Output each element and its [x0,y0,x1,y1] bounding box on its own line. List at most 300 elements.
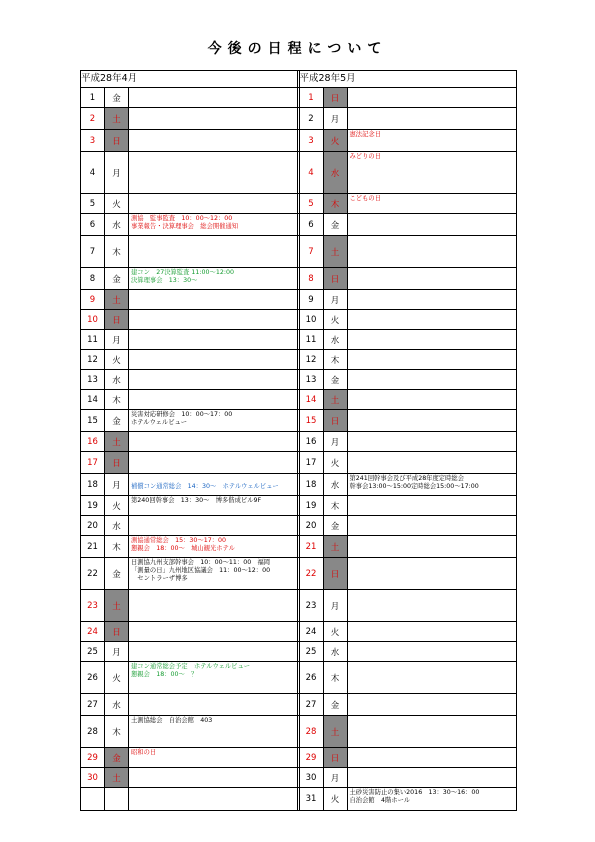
april-day-cell [81,130,300,151]
weekday: 金 [105,268,129,289]
day-number: 3 [300,130,324,151]
weekday: 月 [105,474,129,495]
may-day-cell [300,290,519,309]
day-number: 21 [300,536,324,557]
event-cell [348,716,519,747]
may-day-cell [300,694,519,715]
weekday: 月 [324,290,348,309]
day-number: 16 [300,432,324,451]
day-number: 20 [81,516,105,535]
weekday: 日 [324,748,348,767]
event-cell [129,716,297,747]
event-cell [129,694,297,715]
event-cell [129,452,297,473]
event-cell [348,622,519,641]
table-row [81,662,516,694]
may-day-cell [300,88,519,107]
event-cell [348,662,519,693]
april-day-cell [81,268,300,289]
event-text: 測協 監事監査 10：00～12：00 [131,215,233,222]
day-number: 24 [81,622,105,641]
weekday: 火 [324,622,348,641]
event-text: ホテルウェルビュー [131,419,188,426]
weekday: 月 [324,432,348,451]
day-number: 25 [300,642,324,661]
table-row [81,214,516,236]
weekday: 水 [105,370,129,389]
schedule-table [80,70,517,811]
weekday: 火 [324,130,348,151]
table-row [81,590,516,622]
event-cell [348,130,519,151]
april-day-cell [81,214,300,235]
day-number: 10 [300,310,324,329]
event-text: セントラーザ博多 [131,575,188,582]
april-day-cell [81,558,300,589]
weekday: 火 [324,788,348,810]
event-cell [348,536,519,557]
weekday: 金 [324,214,348,235]
event-cell [348,788,519,810]
table-row [81,536,516,558]
table-row [81,432,516,452]
day-number: 5 [81,194,105,213]
event-cell [129,558,297,589]
event-text: 土測協総会 自治会館 403 [131,717,213,724]
april-day-cell [81,432,300,451]
month-header-may: 平成28年5月 [299,73,356,84]
day-number: 17 [300,452,324,473]
table-row [81,236,516,268]
april-day-cell [81,152,300,193]
weekday: 月 [105,330,129,349]
may-day-cell [300,410,519,431]
event-text: 事業報告・決算理事会 総会開催通知 [131,223,239,230]
table-row [81,788,516,810]
may-day-cell [300,452,519,473]
event-cell [348,452,519,473]
day-number: 15 [300,410,324,431]
event-cell [129,768,297,787]
event-text [131,475,295,483]
event-cell [129,236,297,267]
april-day-cell [81,350,300,369]
event-cell [348,642,519,661]
day-number: 27 [300,694,324,715]
event-text: 建コン通常総会予定 ホテルウェルビュー [131,663,251,670]
day-number: 18 [300,474,324,495]
table-row [81,496,516,516]
table-row [81,390,516,410]
weekday: 火 [105,194,129,213]
day-number: 20 [300,516,324,535]
may-day-cell [300,130,519,151]
may-day-cell [300,108,519,129]
april-day-cell [81,474,300,495]
april-day-cell [81,496,300,515]
weekday: 水 [324,330,348,349]
weekday: 月 [105,642,129,661]
weekday: 水 [105,516,129,535]
day-number: 4 [300,152,324,193]
april-day-cell [81,194,300,213]
day-number: 8 [300,268,324,289]
event-text: 補償コン通常総会 14：30～ ホテルウェルビュー [131,483,279,490]
table-row [81,768,516,788]
weekday: 木 [324,194,348,213]
day-number: 1 [81,88,105,107]
may-day-cell [300,310,519,329]
weekday: 月 [324,108,348,129]
april-day-cell [81,330,300,349]
day-number: 17 [81,452,105,473]
table-row [81,108,516,130]
may-day-cell [300,390,519,409]
weekday: 火 [105,496,129,515]
table-row [81,130,516,152]
event-cell [129,290,297,309]
event-cell [129,748,297,767]
weekday: 水 [324,642,348,661]
event-text: みどりの日 [349,153,381,160]
table-row [81,716,516,748]
weekday: 水 [105,694,129,715]
may-day-cell [300,268,519,289]
day-number: 16 [81,432,105,451]
event-cell [348,410,519,431]
event-cell [348,390,519,409]
table-row [81,194,516,214]
day-number [81,788,105,810]
day-number: 31 [300,788,324,810]
day-number: 7 [300,236,324,267]
day-number: 29 [81,748,105,767]
event-cell [129,642,297,661]
weekday: 日 [105,310,129,329]
weekday: 月 [324,590,348,621]
weekday: 木 [324,496,348,515]
event-text: 第241回幹事会及び平成28年度定時総会 [349,475,464,482]
weekday: 金 [105,558,129,589]
weekday: 土 [324,236,348,267]
weekday: 火 [105,662,129,693]
weekday: 土 [105,432,129,451]
day-number: 6 [81,214,105,235]
weekday: 日 [324,88,348,107]
event-cell [129,214,297,235]
event-cell [129,370,297,389]
may-day-cell [300,474,519,495]
april-day-cell [81,536,300,557]
weekday: 木 [105,716,129,747]
day-number: 9 [300,290,324,309]
event-cell [129,108,297,129]
event-cell [129,130,297,151]
weekday: 日 [324,268,348,289]
event-cell [129,622,297,641]
event-cell [348,290,519,309]
may-day-cell [300,536,519,557]
day-number: 13 [300,370,324,389]
may-day-cell [300,788,519,810]
day-number: 13 [81,370,105,389]
event-cell [348,268,519,289]
weekday: 金 [324,516,348,535]
day-number: 28 [81,716,105,747]
day-number: 26 [300,662,324,693]
table-row [81,88,516,108]
table-row [81,310,516,330]
day-number: 11 [81,330,105,349]
weekday: 日 [324,410,348,431]
event-text: 憲法記念日 [349,131,381,138]
weekday: 水 [324,474,348,495]
april-day-cell [81,516,300,535]
weekday: 日 [105,622,129,641]
day-number: 23 [81,590,105,621]
event-text: 災害対応研修会 10：00～17：00 [131,411,233,418]
day-number: 7 [81,236,105,267]
event-cell [129,390,297,409]
event-cell [348,768,519,787]
weekday: 火 [105,350,129,369]
may-day-cell [300,330,519,349]
day-number: 19 [300,496,324,515]
weekday: 土 [324,716,348,747]
weekday: 金 [105,88,129,107]
april-day-cell [81,622,300,641]
table-row [81,558,516,590]
table-row [81,370,516,390]
event-text: 「測量の日」九州地区協議会 11：00～12：00 [131,567,271,574]
april-day-cell [81,390,300,409]
event-cell [348,496,519,515]
event-cell [129,590,297,621]
event-text: 懇親会 18：00～ 城山観光ホテル [131,545,235,552]
event-cell [129,330,297,349]
day-number: 15 [81,410,105,431]
day-number: 14 [300,390,324,409]
event-cell [348,330,519,349]
event-text: 土砂災害防止の集い2016 13：30～16：00 [349,789,480,796]
weekday: 木 [105,536,129,557]
april-day-cell [81,108,300,129]
event-cell [129,474,297,495]
weekday: 火 [324,452,348,473]
table-row [81,622,516,642]
event-cell [129,516,297,535]
table-row [81,152,516,194]
event-text: 決算理事会 13：30～ [131,277,198,284]
table-row [81,694,516,716]
table-row [81,452,516,474]
may-day-cell [300,370,519,389]
weekday: 土 [324,390,348,409]
may-day-cell [300,496,519,515]
event-cell [348,694,519,715]
event-cell [129,662,297,693]
day-number: 28 [300,716,324,747]
table-row [81,350,516,370]
april-day-cell [81,236,300,267]
event-cell [348,432,519,451]
event-cell [129,350,297,369]
april-day-cell [81,452,300,473]
april-day-cell [81,662,300,693]
day-number: 11 [300,330,324,349]
day-number: 26 [81,662,105,693]
month-header-april: 平成28年4月 [81,71,300,87]
day-number: 9 [81,290,105,309]
weekday: 土 [105,590,129,621]
weekday: 木 [324,662,348,693]
day-number: 22 [81,558,105,589]
day-number: 29 [300,748,324,767]
weekday: 木 [105,390,129,409]
event-cell [129,268,297,289]
event-cell [348,474,519,495]
weekday: 月 [324,768,348,787]
event-cell [129,310,297,329]
table-row [81,642,516,662]
day-number: 21 [81,536,105,557]
day-number: 19 [81,496,105,515]
weekday: 日 [105,130,129,151]
day-number: 25 [81,642,105,661]
event-cell [129,432,297,451]
weekday: 土 [105,768,129,787]
event-cell [348,108,519,129]
table-row [81,330,516,350]
april-day-cell [81,748,300,767]
event-cell [129,194,297,213]
weekday: 木 [324,350,348,369]
event-text: 第240回幹事会 13：30～ 博多偕成ビル9F [131,497,262,504]
event-cell [129,788,297,810]
day-number: 23 [300,590,324,621]
weekday: 金 [324,694,348,715]
event-cell [129,536,297,557]
event-cell [348,236,519,267]
may-day-cell [300,716,519,747]
event-text: 日測協九州支部幹事会 10：00～11：00 福岡 [131,559,271,566]
may-day-cell [300,590,519,621]
april-day-cell [81,410,300,431]
day-number: 22 [300,558,324,589]
april-day-cell [81,310,300,329]
weekday [105,788,129,810]
day-number: 2 [300,108,324,129]
event-cell [348,748,519,767]
day-number: 1 [300,88,324,107]
event-cell [348,516,519,535]
april-day-cell [81,716,300,747]
may-day-cell [300,236,519,267]
april-day-cell [81,88,300,107]
day-number: 27 [81,694,105,715]
day-number: 4 [81,152,105,193]
weekday: 水 [105,214,129,235]
event-text: こどもの日 [349,195,381,202]
april-day-cell [81,642,300,661]
day-number: 12 [81,350,105,369]
event-cell [348,214,519,235]
day-number: 5 [300,194,324,213]
event-cell [129,410,297,431]
weekday: 土 [105,290,129,309]
april-day-cell [81,768,300,787]
table-row [81,268,516,290]
table-row [81,748,516,768]
may-day-cell [300,622,519,641]
april-day-cell [81,370,300,389]
weekday: 日 [105,452,129,473]
may-day-cell [300,152,519,193]
day-number: 3 [81,130,105,151]
event-cell [348,194,519,213]
may-day-cell [300,350,519,369]
event-text: 建コン 27決算監査 11:00～12:00 [131,269,234,276]
table-row [81,410,516,432]
day-number: 14 [81,390,105,409]
may-day-cell [300,194,519,213]
weekday: 土 [105,108,129,129]
may-day-cell [300,748,519,767]
day-number: 2 [81,108,105,129]
event-cell [348,370,519,389]
event-text: 幹事会13:00～15:00定時総会15:00～17:00 [349,483,479,490]
event-cell [348,310,519,329]
event-cell [348,350,519,369]
day-number: 12 [300,350,324,369]
weekday: 土 [324,536,348,557]
event-text: 自治会館 4階ホール [349,797,411,804]
weekday: 月 [105,152,129,193]
april-day-cell [81,788,300,810]
april-day-cell [81,590,300,621]
event-text: 昭和の日 [131,749,157,756]
may-day-cell [300,558,519,589]
event-cell [129,152,297,193]
may-day-cell [300,214,519,235]
event-text: 測協通常総会 15：30～17：00 [131,537,227,544]
day-number: 30 [300,768,324,787]
event-cell [129,88,297,107]
weekday: 火 [324,310,348,329]
day-number: 8 [81,268,105,289]
event-cell [129,496,297,515]
event-cell [348,88,519,107]
event-cell [348,558,519,589]
page-title: 今後の日程について [207,41,388,57]
day-number: 10 [81,310,105,329]
weekday: 金 [324,370,348,389]
may-day-cell [300,516,519,535]
may-day-cell [300,642,519,661]
weekday: 金 [105,748,129,767]
weekday: 木 [105,236,129,267]
table-row [81,290,516,310]
april-day-cell [81,694,300,715]
day-number: 30 [81,768,105,787]
day-number: 6 [300,214,324,235]
event-cell [348,590,519,621]
may-day-cell [300,768,519,787]
day-number: 18 [81,474,105,495]
event-text: 懇親会 18：00～ ？ [131,671,198,678]
weekday: 金 [105,410,129,431]
may-day-cell [300,432,519,451]
